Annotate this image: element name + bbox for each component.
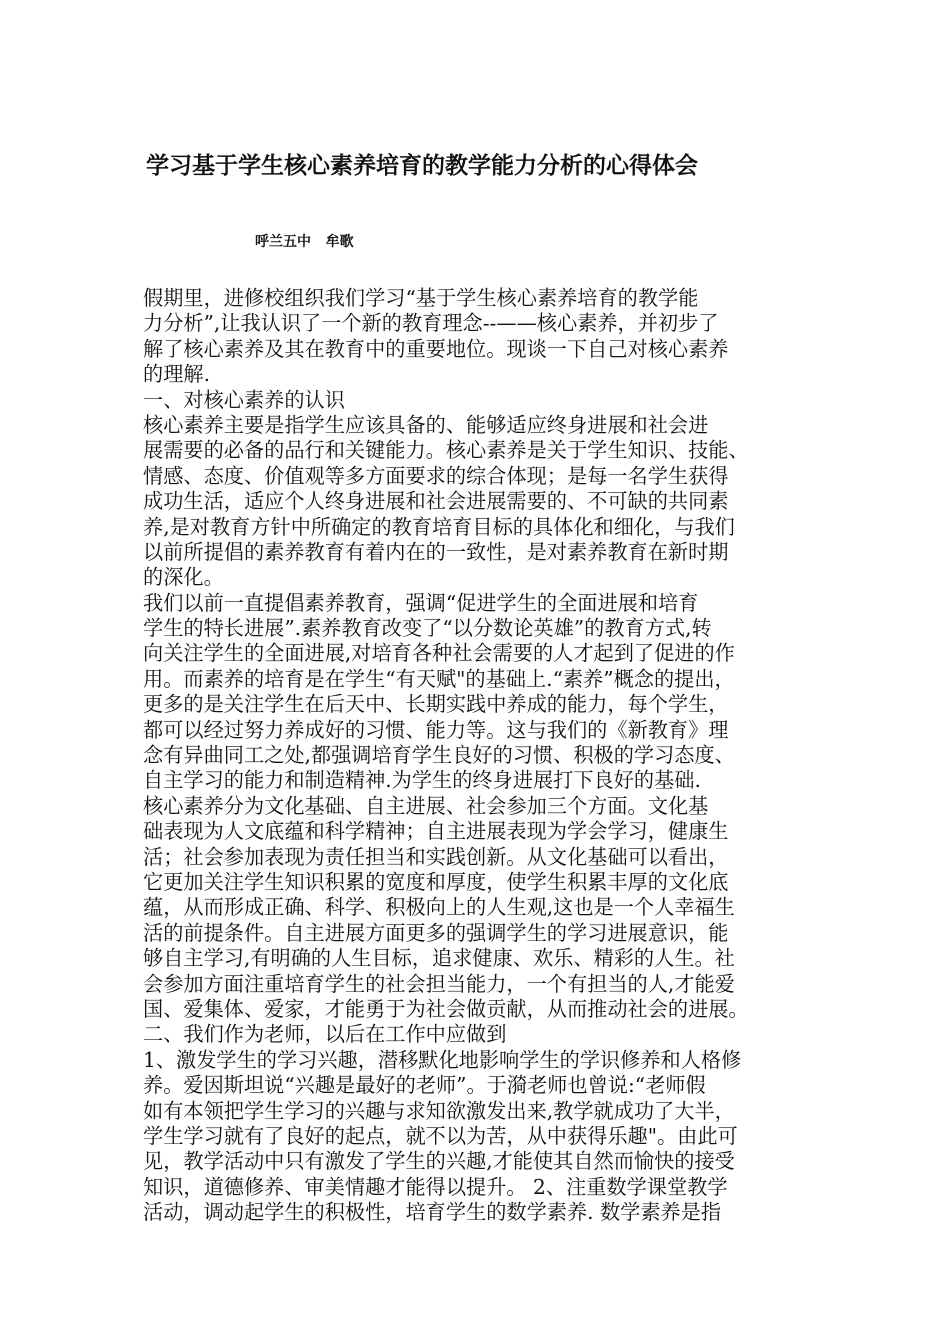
body-text-line: 会参加方面注重培育学生的社会担当能力，一个有担当的人,才能爱 <box>143 971 735 996</box>
body-text-line: 二、我们作为老师，以后在工作中应做到 <box>143 1022 507 1047</box>
body-text-line: 解了核心素养及其在教育中的重要地位。现谈一下自己对核心素养 <box>143 336 729 361</box>
body-text-line: 国、爱集体、爱家，才能勇于为社会做贡献，从而推动社会的进展。 <box>143 996 749 1021</box>
body-text-line: 以前所提倡的素养教育有着内在的一致性，是对素养教育在新时期 <box>143 539 729 564</box>
document-body <box>143 286 813 1225</box>
body-text-line: 情感、态度、价值观等多方面要求的综合体现；是每一名学生获得 <box>143 463 729 488</box>
body-text-line: 它更加关注学生知识积累的宽度和厚度，使学生积累丰厚的文化底 <box>143 869 729 894</box>
body-text-line: 活动，调动起学生的积极性，培育学生的数学素养. 数学素养是指 <box>143 1200 722 1225</box>
body-text-line: 力分析”,让我认识了一个新的教育理念--——核心素养，并初步了 <box>143 311 719 336</box>
body-text-line: 养。爱因斯坦说“兴趣是最好的老师”。于漪老师也曾说:“老师假 <box>143 1073 706 1098</box>
body-text-line: 学生的特长进展”.素养教育改变了“以分数论英雄”的教育方式,转 <box>143 616 712 641</box>
body-text-line: 核心素养分为文化基础、自主进展、社会参加三个方面。文化基 <box>143 793 709 818</box>
body-text-line: 蕴，从而形成正确、科学、积极向上的人生观,这也是一个人幸福生 <box>143 895 735 920</box>
body-text-line: 知识，道德修养、审美情趣才能得以提升。 2、注重数学课堂教学 <box>143 1174 728 1199</box>
body-text-line: 养,是对教育方针中所确定的教育培育目标的具体化和细化，与我们 <box>143 514 735 539</box>
body-text-line: 如有本领把学生学习的兴趣与求知欲激发出来,教学就成功了大半， <box>143 1098 735 1123</box>
body-text-line: 的理解. <box>143 362 210 387</box>
body-text-line: 础表现为人文底蕴和科学精神；自主进展表现为学会学习，健康生 <box>143 819 729 844</box>
body-text-line: 活的前提条件。自主进展方面更多的强调学生的学习进展意识，能 <box>143 920 729 945</box>
body-text-line: 更多的是关注学生在后天中、长期实践中养成的能力，每个学生， <box>143 692 729 717</box>
body-text-line: 见，教学活动中只有激发了学生的兴趣,才能使其自然而愉快的接受 <box>143 1149 735 1174</box>
body-text-line: 假期里，进修校组织我们学习“基于学生核心素养培育的教学能 <box>143 286 699 310</box>
body-text-line: 向关注学生的全面进展,对培育各种社会需要的人才起到了促进的作 <box>143 641 735 666</box>
body-text-line: 学生学习就有了良好的起点，就不以为苦，从中获得乐趣"。由此可 <box>143 1123 738 1148</box>
author-line: 呼兰五中 牟歌 <box>255 234 354 250</box>
body-text-line: 用。而素养的培育是在学生“有天赋"的基础上.“素养”概念的提出， <box>143 666 735 691</box>
body-text-line: 自主学习的能力和制造精神.为学生的终身进展打下良好的基础. <box>143 768 701 793</box>
body-text-line: 成功生活，适应个人终身进展和社会进展需要的、不可缺的共同素 <box>143 489 729 514</box>
body-text-line: 活；社会参加表现为责任担当和实践创新。从文化基础可以看出， <box>143 844 729 869</box>
body-text-line: 核心素养主要是指学生应该具备的、能够适应终身进展和社会进 <box>143 412 709 437</box>
document-title: 学习基于学生核心素养培育的教学能力分析的心得体会 <box>146 153 698 179</box>
body-text-line: 我们以前一直提倡素养教育，强调“促进学生的全面进展和培育 <box>143 590 699 615</box>
body-text-line: 都可以经过努力养成好的习惯、能力等。这与我们的《新教育》理 <box>143 717 729 742</box>
body-text-line: 够自主学习,有明确的人生目标，追求健康、欢乐、精彩的人生。社 <box>143 946 735 971</box>
body-text-line: 展需要的必备的品行和关键能力。核心素养是关于学生知识、技能、 <box>143 438 749 463</box>
body-text-line: 的深化。 <box>143 565 224 590</box>
body-text-line: 念有异曲同工之处,都强调培育学生良好的习惯、积极的学习态度、 <box>143 743 735 768</box>
body-text-line: 一、对核心素养的认识 <box>143 387 345 412</box>
body-text-line: 1、激发学生的学习兴趣，潜移默化地影响学生的学识修养和人格修 <box>143 1047 742 1072</box>
